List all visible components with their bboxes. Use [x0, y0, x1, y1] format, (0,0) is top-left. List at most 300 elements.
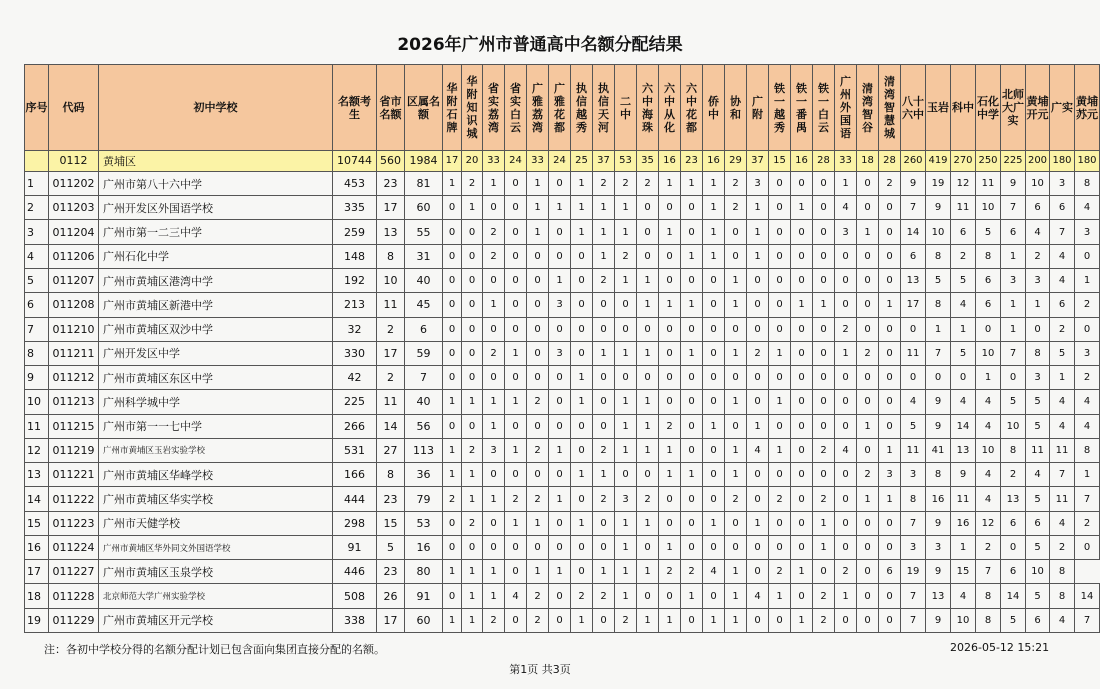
school-name: 广州市黄埔区华峰学校 — [99, 463, 333, 487]
quota-cell: 3 — [879, 463, 901, 487]
quota-cell: 0 — [857, 438, 879, 462]
column-header: 清湾智谷 — [857, 65, 879, 151]
table-row — [25, 463, 1100, 487]
quota-cell: 0 — [835, 511, 857, 535]
quota-cell: 4 — [1026, 220, 1050, 244]
quota-cell: 1 — [725, 438, 747, 462]
quota-cell: 0 — [637, 366, 659, 390]
quota-cell: 2 — [615, 608, 637, 632]
district-total-row — [25, 151, 1100, 172]
quota-cell: 4 — [1050, 414, 1075, 438]
row-number: 15 — [25, 511, 49, 535]
quota-cell: 0 — [637, 220, 659, 244]
quota-cell: 4 — [951, 293, 976, 317]
quota-cell: 5 — [926, 268, 951, 292]
quota-cell: 6 — [405, 317, 443, 341]
school-name: 广州市第一二三中学 — [99, 220, 333, 244]
quota-cell: 453 — [333, 171, 377, 195]
quota-cell: 4 — [1050, 511, 1075, 535]
quota-cell: 4 — [1050, 390, 1075, 414]
quota-cell: 1 — [593, 220, 615, 244]
quota-cell: 1 — [571, 196, 593, 220]
school-name: 广州市黄埔区开元学校 — [99, 608, 333, 632]
quota-cell: 0 — [571, 317, 593, 341]
quota-cell: 1 — [462, 560, 483, 584]
quota-cell: 0 — [443, 268, 462, 292]
quota-cell: 0 — [1001, 366, 1026, 390]
quota-cell: 7 — [976, 560, 1001, 584]
quota-cell: 7 — [901, 196, 926, 220]
row-number: 9 — [25, 366, 49, 390]
quota-cell: 33 — [483, 151, 505, 172]
quota-cell: 200 — [1026, 151, 1050, 172]
quota-cell: 0 — [681, 535, 703, 559]
quota-cell: 2 — [835, 560, 857, 584]
quota-cell: 3 — [483, 438, 505, 462]
quota-cell: 2 — [879, 171, 901, 195]
table-row — [25, 171, 1100, 195]
quota-cell: 0 — [813, 414, 835, 438]
quota-cell: 8 — [1050, 584, 1075, 608]
quota-cell: 1 — [747, 220, 769, 244]
column-header: 初中学校 — [99, 65, 333, 151]
quota-cell: 0 — [879, 608, 901, 632]
quota-cell: 0 — [443, 196, 462, 220]
quota-cell: 0 — [549, 608, 571, 632]
quota-cell: 0 — [769, 196, 791, 220]
quota-cell: 0 — [527, 535, 549, 559]
quota-cell: 1 — [725, 293, 747, 317]
quota-cell: 0 — [443, 220, 462, 244]
quota-cell: 1 — [571, 511, 593, 535]
quota-cell: 1 — [571, 366, 593, 390]
quota-cell: 24 — [549, 151, 571, 172]
quota-cell: 0 — [571, 244, 593, 268]
quota-cell: 9 — [926, 608, 951, 632]
quota-cell: 2 — [813, 487, 835, 511]
quota-cell: 59 — [405, 341, 443, 365]
quota-cell: 0 — [593, 511, 615, 535]
quota-cell: 0 — [857, 293, 879, 317]
quota-table — [24, 64, 1100, 633]
quota-cell: 4 — [835, 438, 857, 462]
quota-cell: 5 — [976, 220, 1001, 244]
quota-cell: 0 — [571, 414, 593, 438]
quota-cell: 192 — [333, 268, 377, 292]
quota-cell: 180 — [1050, 151, 1075, 172]
quota-cell: 11 — [377, 390, 405, 414]
quota-cell: 0 — [443, 293, 462, 317]
quota-cell: 1 — [443, 438, 462, 462]
quota-cell: 0 — [769, 366, 791, 390]
quota-cell: 0 — [505, 366, 527, 390]
quota-cell: 0 — [879, 390, 901, 414]
quota-cell: 17 — [377, 608, 405, 632]
quota-cell: 8 — [377, 463, 405, 487]
quota-cell: 60 — [405, 196, 443, 220]
quota-cell: 0 — [549, 511, 571, 535]
school-code: 011204 — [49, 220, 99, 244]
quota-cell: 0 — [813, 244, 835, 268]
table-row — [25, 220, 1100, 244]
quota-cell: 2 — [615, 171, 637, 195]
school-name: 广州市黄埔区港湾中学 — [99, 268, 333, 292]
quota-cell: 14 — [1075, 584, 1100, 608]
quota-cell: 2 — [483, 220, 505, 244]
quota-cell: 6 — [951, 220, 976, 244]
school-name: 广州市黄埔区新港中学 — [99, 293, 333, 317]
quota-cell: 2 — [747, 341, 769, 365]
quota-cell: 0 — [813, 560, 835, 584]
quota-cell: 0 — [681, 608, 703, 632]
quota-cell: 0 — [659, 341, 681, 365]
quota-cell: 0 — [571, 268, 593, 292]
quota-cell: 0 — [835, 244, 857, 268]
quota-cell: 16 — [405, 535, 443, 559]
quota-cell: 5 — [1026, 584, 1050, 608]
page-indicator: 第1页 共3页 — [509, 663, 571, 676]
quota-cell: 0 — [505, 535, 527, 559]
quota-cell: 9 — [1001, 171, 1026, 195]
quota-cell: 1 — [483, 414, 505, 438]
column-header: 六中海珠 — [637, 65, 659, 151]
quota-cell: 1 — [571, 608, 593, 632]
quota-cell: 0 — [747, 317, 769, 341]
quota-cell: 0 — [527, 317, 549, 341]
column-header: 广附 — [747, 65, 769, 151]
quota-cell: 508 — [333, 584, 377, 608]
quota-cell: 0 — [725, 244, 747, 268]
quota-cell: 7 — [926, 341, 951, 365]
quota-cell: 266 — [333, 414, 377, 438]
quota-cell: 1 — [835, 341, 857, 365]
quota-cell: 1 — [483, 584, 505, 608]
quota-cell: 560 — [377, 151, 405, 172]
quota-cell: 0 — [725, 220, 747, 244]
quota-cell: 1 — [747, 511, 769, 535]
school-name: 广州市黄埔区双沙中学 — [99, 317, 333, 341]
school-code: 011212 — [49, 366, 99, 390]
quota-cell: 0 — [443, 317, 462, 341]
quota-cell: 5 — [901, 414, 926, 438]
row-number: 18 — [25, 584, 49, 608]
quota-cell: 2 — [769, 487, 791, 511]
quota-cell: 1 — [747, 414, 769, 438]
quota-cell: 0 — [879, 366, 901, 390]
quota-cell: 1 — [659, 438, 681, 462]
quota-cell: 0 — [703, 268, 725, 292]
quota-cell: 0 — [747, 487, 769, 511]
quota-cell: 0 — [703, 390, 725, 414]
quota-cell: 0 — [747, 268, 769, 292]
quota-cell: 13 — [951, 438, 976, 462]
quota-cell: 1 — [835, 171, 857, 195]
quota-cell: 6 — [1001, 560, 1026, 584]
quota-cell: 3 — [1001, 268, 1026, 292]
quota-cell: 1 — [857, 487, 879, 511]
quota-cell: 1 — [659, 608, 681, 632]
quota-cell: 444 — [333, 487, 377, 511]
quota-cell: 8 — [1001, 438, 1026, 462]
column-header: 广雅花都 — [549, 65, 571, 151]
quota-cell: 4 — [835, 196, 857, 220]
quota-cell: 0 — [637, 244, 659, 268]
quota-cell: 0 — [443, 511, 462, 535]
quota-cell: 0 — [835, 414, 857, 438]
quota-cell: 1984 — [405, 151, 443, 172]
quota-cell: 11 — [1050, 438, 1075, 462]
quota-cell: 1 — [462, 196, 483, 220]
quota-cell: 0 — [527, 293, 549, 317]
quota-cell: 1 — [637, 511, 659, 535]
quota-cell: 0 — [462, 341, 483, 365]
quota-cell: 0 — [637, 196, 659, 220]
quota-cell: 0 — [615, 366, 637, 390]
quota-cell: 2 — [813, 584, 835, 608]
quota-cell: 0 — [681, 487, 703, 511]
quota-cell: 8 — [377, 244, 405, 268]
quota-cell: 25 — [571, 151, 593, 172]
quota-cell: 53 — [615, 151, 637, 172]
quota-cell: 1 — [835, 584, 857, 608]
quota-cell: 446 — [333, 560, 377, 584]
quota-cell: 0 — [571, 341, 593, 365]
quota-cell: 0 — [747, 560, 769, 584]
school-name: 广州市黄埔区玉泉学校 — [99, 560, 333, 584]
quota-cell: 1 — [527, 511, 549, 535]
column-header: 省实白云 — [505, 65, 527, 151]
quota-cell: 330 — [333, 341, 377, 365]
quota-cell: 1 — [659, 171, 681, 195]
quota-cell: 2 — [505, 487, 527, 511]
quota-cell: 1 — [857, 414, 879, 438]
quota-cell: 1 — [549, 560, 571, 584]
quota-cell: 0 — [462, 244, 483, 268]
quota-cell: 5 — [1026, 390, 1050, 414]
quota-cell: 3 — [1050, 171, 1075, 195]
quota-cell: 4 — [1075, 414, 1100, 438]
quota-cell: 0 — [659, 244, 681, 268]
quota-cell: 1 — [443, 560, 462, 584]
quota-cell: 10 — [976, 438, 1001, 462]
table-row — [25, 317, 1100, 341]
column-header: 六中从化 — [659, 65, 681, 151]
quota-cell: 1 — [725, 390, 747, 414]
quota-cell: 0 — [857, 560, 879, 584]
quota-cell: 7 — [1001, 341, 1026, 365]
quota-cell: 0 — [747, 390, 769, 414]
quota-cell: 12 — [976, 511, 1001, 535]
quota-cell: 15 — [951, 560, 976, 584]
quota-cell: 10 — [951, 608, 976, 632]
quota-cell: 4 — [1075, 390, 1100, 414]
column-header: 石化中学 — [976, 65, 1001, 151]
quota-cell: 0 — [857, 196, 879, 220]
column-header: 黄埔开元 — [1026, 65, 1050, 151]
quota-cell: 0 — [571, 487, 593, 511]
quota-cell: 0 — [1026, 317, 1050, 341]
quota-cell: 1 — [593, 196, 615, 220]
quota-cell: 335 — [333, 196, 377, 220]
quota-cell: 35 — [637, 151, 659, 172]
quota-cell: 0 — [681, 317, 703, 341]
column-header: 区属名额 — [405, 65, 443, 151]
quota-cell: 2 — [1001, 463, 1026, 487]
quota-cell: 2 — [725, 196, 747, 220]
school-code: 011202 — [49, 171, 99, 195]
quota-cell: 1 — [615, 341, 637, 365]
quota-cell: 1 — [951, 317, 976, 341]
quota-cell: 3 — [926, 535, 951, 559]
quota-cell: 1 — [483, 560, 505, 584]
quota-cell: 1 — [637, 560, 659, 584]
quota-cell: 0 — [681, 366, 703, 390]
quota-cell: 8 — [1075, 438, 1100, 462]
quota-cell: 37 — [747, 151, 769, 172]
quota-cell: 1 — [462, 390, 483, 414]
quota-cell: 1 — [483, 390, 505, 414]
quota-cell: 1 — [879, 487, 901, 511]
quota-cell: 1 — [637, 608, 659, 632]
quota-cell: 16 — [703, 151, 725, 172]
quota-cell: 0 — [901, 366, 926, 390]
quota-cell: 0 — [483, 463, 505, 487]
quota-cell: 0 — [681, 414, 703, 438]
quota-cell: 1 — [527, 560, 549, 584]
quota-cell: 2 — [813, 608, 835, 632]
quota-cell: 26 — [377, 584, 405, 608]
quota-cell: 0 — [462, 293, 483, 317]
quota-cell: 0 — [791, 341, 813, 365]
quota-cell: 0 — [725, 511, 747, 535]
quota-cell: 0 — [857, 366, 879, 390]
quota-cell: 1 — [571, 463, 593, 487]
quota-cell: 0 — [835, 268, 857, 292]
column-header: 名额考生 — [333, 65, 377, 151]
quota-cell: 0 — [483, 317, 505, 341]
quota-cell: 0 — [857, 511, 879, 535]
quota-cell: 91 — [333, 535, 377, 559]
quota-cell: 0 — [791, 220, 813, 244]
quota-cell: 1 — [443, 390, 462, 414]
school-name: 北京师范大学广州实验学校 — [99, 584, 333, 608]
footnote: 注：各初中学校分得的名额分配计划已包含面向集团直接分配的名额。 — [44, 643, 385, 656]
quota-cell: 0 — [462, 414, 483, 438]
quota-cell: 0 — [769, 244, 791, 268]
quota-cell: 0 — [637, 584, 659, 608]
quota-cell: 0 — [549, 171, 571, 195]
quota-cell: 3 — [549, 341, 571, 365]
quota-cell: 1 — [549, 196, 571, 220]
quota-cell: 0 — [813, 463, 835, 487]
quota-cell: 4 — [976, 463, 1001, 487]
quota-cell: 0 — [549, 244, 571, 268]
quota-cell: 0 — [505, 463, 527, 487]
quota-cell: 2 — [1050, 317, 1075, 341]
quota-cell: 298 — [333, 511, 377, 535]
quota-cell: 0 — [769, 511, 791, 535]
quota-cell: 2 — [377, 366, 405, 390]
quota-cell: 0 — [443, 414, 462, 438]
quota-cell: 11 — [1026, 438, 1050, 462]
quota-cell: 0 — [571, 535, 593, 559]
column-header: 黄埔苏元 — [1075, 65, 1100, 151]
quota-cell: 11 — [901, 438, 926, 462]
quota-cell: 6 — [976, 293, 1001, 317]
quota-cell: 1 — [791, 608, 813, 632]
quota-cell: 0 — [659, 511, 681, 535]
quota-cell: 2 — [483, 244, 505, 268]
quota-cell: 1 — [637, 414, 659, 438]
quota-cell: 1 — [615, 535, 637, 559]
quota-cell: 8 — [926, 293, 951, 317]
quota-cell: 23 — [377, 487, 405, 511]
quota-cell: 1 — [659, 220, 681, 244]
row-number: 12 — [25, 438, 49, 462]
quota-cell: 14 — [951, 414, 976, 438]
quota-cell: 225 — [333, 390, 377, 414]
quota-cell: 0 — [791, 487, 813, 511]
quota-cell: 1 — [769, 438, 791, 462]
row-number: 16 — [25, 535, 49, 559]
quota-cell: 1 — [637, 438, 659, 462]
quota-cell: 7 — [901, 511, 926, 535]
quota-cell: 4 — [976, 414, 1001, 438]
column-header: 清湾智慧城 — [879, 65, 901, 151]
quota-cell: 1 — [615, 390, 637, 414]
quota-cell: 0 — [593, 535, 615, 559]
table-row — [25, 584, 1100, 608]
quota-cell: 9 — [951, 463, 976, 487]
quota-cell: 10 — [976, 341, 1001, 365]
quota-cell: 3 — [901, 463, 926, 487]
quota-cell: 0 — [791, 584, 813, 608]
quota-cell: 2 — [527, 584, 549, 608]
quota-cell: 1 — [725, 268, 747, 292]
quota-cell: 1 — [747, 244, 769, 268]
quota-cell: 2 — [462, 171, 483, 195]
quota-cell: 0 — [549, 390, 571, 414]
quota-cell: 0 — [769, 535, 791, 559]
quota-cell: 1 — [462, 584, 483, 608]
school-code: 011203 — [49, 196, 99, 220]
quota-cell: 3 — [1075, 341, 1100, 365]
quota-cell: 0 — [637, 535, 659, 559]
quota-cell: 2 — [1050, 535, 1075, 559]
quota-cell: 5 — [1001, 390, 1026, 414]
school-code: 011213 — [49, 390, 99, 414]
row-number — [25, 151, 49, 172]
quota-cell: 0 — [505, 196, 527, 220]
quota-cell: 8 — [1050, 560, 1075, 584]
quota-cell: 19 — [901, 560, 926, 584]
quota-cell: 1 — [527, 196, 549, 220]
quota-cell: 0 — [462, 220, 483, 244]
quota-cell: 0 — [813, 268, 835, 292]
quota-cell: 1 — [1075, 463, 1100, 487]
quota-cell: 0 — [443, 535, 462, 559]
quota-cell: 4 — [976, 487, 1001, 511]
quota-cell: 9 — [926, 414, 951, 438]
quota-cell: 0 — [857, 390, 879, 414]
quota-cell: 1 — [1001, 317, 1026, 341]
quota-cell: 0 — [527, 244, 549, 268]
column-header: 广雅荔湾 — [527, 65, 549, 151]
table-row — [25, 560, 1100, 584]
quota-cell: 1 — [615, 584, 637, 608]
quota-cell: 113 — [405, 438, 443, 462]
quota-cell: 3 — [549, 293, 571, 317]
